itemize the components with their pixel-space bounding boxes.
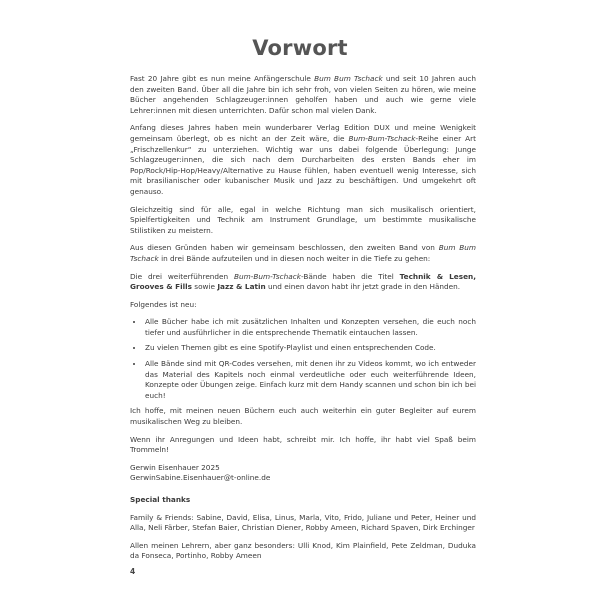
author-email: GerwinSabine.Eisenhauer@t-online.de <box>130 473 271 483</box>
thanks-heading: Special thanks <box>130 495 191 504</box>
paragraph-hope: Ich hoffe, mit meinen neuen Büchern euch auch weiterhin ein guter Begleiter auf eurem musikalischen Weg zu bleiben. <box>130 406 476 427</box>
text-run: Aus diesen Gründen haben wir gemeinsam beschlossen, den zweiten Band von <box>130 243 439 253</box>
text-run: Anfang dieses Jahres haben mein wunderbarer Verlag Edition DUX und meine Wenigkeit gemeinsam überlegt, ob es nicht an der Zeit wäre, die <box>130 123 476 143</box>
text-run: Fast 20 Jahre gibt es nun meine Anfängerschule <box>130 74 315 83</box>
book-title: Bum-Bum-Tschack <box>348 133 416 143</box>
paragraph-contact: Wenn ihr Anregungen und Ideen habt, schreibt mir. Ich hoffe, ihr habt viel Spaß beim Trommeln! <box>130 434 476 455</box>
paragraph-intro <box>130 74 476 116</box>
paragraph-new: Folgendes ist neu: <box>130 299 197 309</box>
text-run: -Reihe einer Art „Frischzellenkur“ zu unterziehen. Wichtig war uns dabei folgende Überlegung: Junge Schlagzeuger:innen, die sich nach dem Durcharbeiten des ersten Bands eher im Pop/Rock/Hip-Hop/Heavy/Alternative zu Hause fühlen, haben eventuell wenig Interesse, sich mit brasilianischer oder kubanischer Musik und Jazz zu beschäftigen. Und umgekehrt oft genauso. <box>130 133 476 196</box>
paragraph-series <box>130 123 476 197</box>
volume-titles: Technik & Lesen, Grooves & Fills <box>130 271 476 292</box>
paragraph-volumes <box>130 272 476 293</box>
list-item: • Zu vielen Themen gibt es eine Spotify-Playlist und einen entsprechenden Code. <box>144 343 476 354</box>
paragraph-technique: Gleichzeitig sind für alle, egal in welche Richtung man sich musikalisch orientiert, Spielfertigkeiten und Technik am Instrument Grundlage, um bestimmte musikalische Stilistiken zu meistern. <box>130 204 476 235</box>
text-run: Die drei weiterführenden <box>130 271 235 281</box>
text-run: -Bände haben die Titel <box>300 271 400 281</box>
text-run: in drei Bände aufzuteilen und in diesen noch weiter in die Tiefe zu gehen: <box>158 253 431 263</box>
book-title: Bum Bum Tschack <box>130 243 477 263</box>
text-run: und seit 10 Jahren auch den zweiten Band. Über all die Jahre bin ich sehr froh, von vielen Seiten zu hören, wie meine Bücher angehenden Schlagzeuger:innen geholfen haben und auch wie gerne viele Lehrer:innen mit diesen unterrichten. Dafür schon mal vielen Dank. <box>130 74 476 115</box>
thanks-family: Family & Friends: Sabine, David, Elisa, Linus, Marla, Vito, Frido, Juliane und Peter, Heiner und Alla, Neli Färber, Stefan Baier, Christian Diener, Robby Ameen, Richard Spaven, Dirk Erchinger <box>130 512 476 533</box>
signature-block <box>130 463 476 484</box>
book-title: Bum Bum Tschack <box>314 74 383 83</box>
body-text <box>130 74 476 569</box>
volume-title: Jazz & Latin <box>217 282 266 292</box>
paragraph-reasons <box>130 243 476 264</box>
page-title: Vorwort <box>252 36 348 60</box>
text-run: und einen davon habt ihr jetzt grade in den Händen. <box>265 282 461 292</box>
book-title: Bum-Bum-Tschack <box>234 271 301 281</box>
page-number: 4 <box>130 567 136 576</box>
new-features-list <box>130 317 476 401</box>
text-run: sowie <box>191 282 218 292</box>
list-item: • Alle Bücher habe ich mit zusätzlichen Inhalten und Konzepten versehen, die euch noch tiefer und ausführlicher in die entsprechende Thematik eintauchen lassen. <box>144 317 476 338</box>
thanks-teachers: Allen meinen Lehrern, aber ganz besonders: Ulli Knod, Kim Plainfield, Pete Zeldman, Duduka da Fonseca, Portinho, Robby Ameen <box>130 540 476 561</box>
author-name: Gerwin Eisenhauer 2025 <box>130 462 220 472</box>
list-item: • Alle Bände sind mit QR-Codes versehen, mit denen ihr zu Videos kommt, wo ich entweder das Material des Kapitels noch einmal verdeutliche oder euch weiterführende Ideen, Konzepte oder Übungen zeige. Einfach kurz mit dem Handy scannen und schon bin ich bei euch! <box>144 359 476 401</box>
